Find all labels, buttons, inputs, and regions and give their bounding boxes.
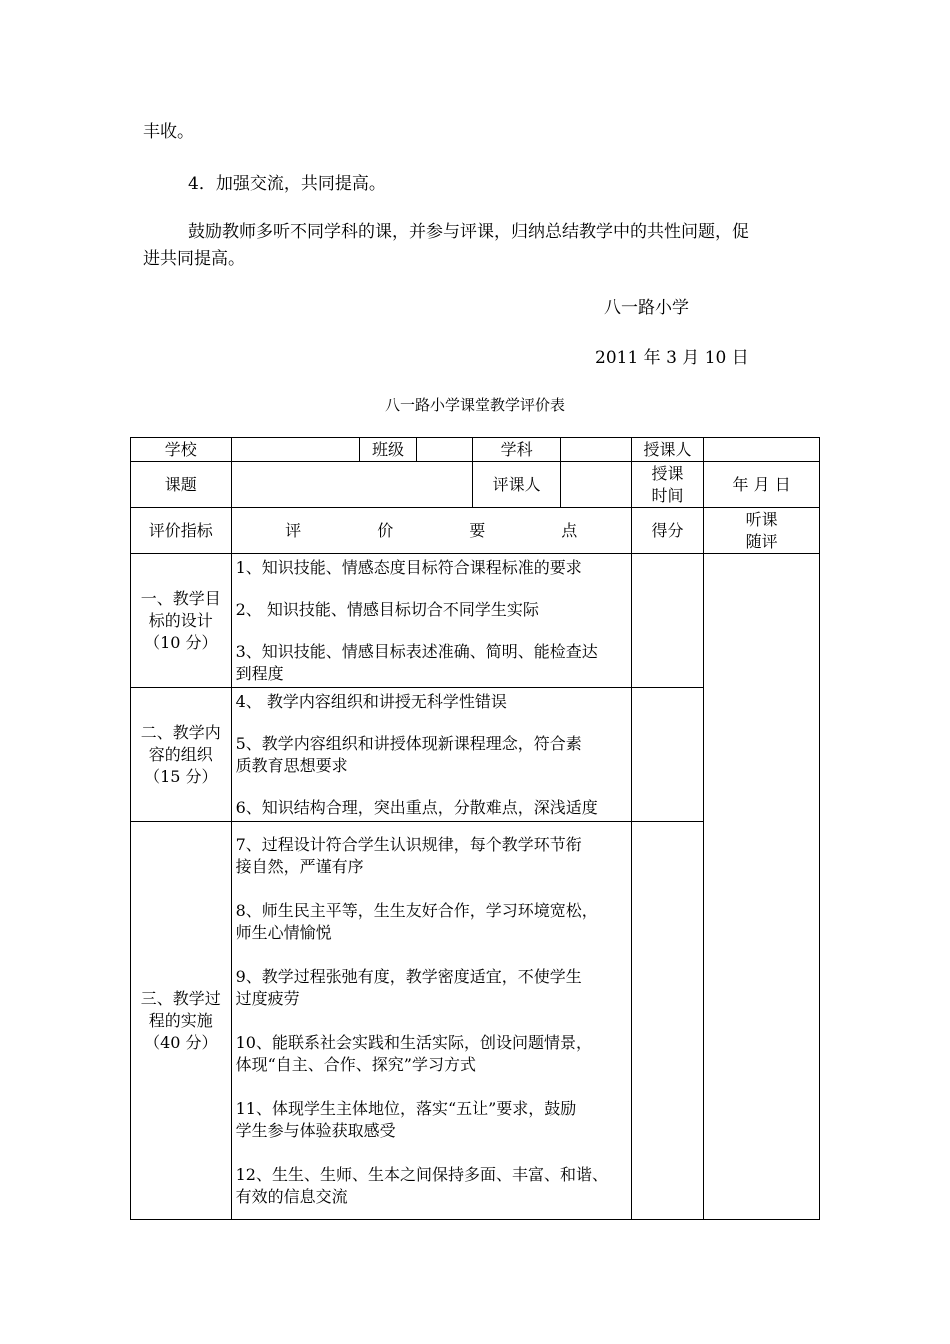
notes-cell xyxy=(704,554,820,1220)
points-header-char: 点 xyxy=(561,520,578,540)
time-label xyxy=(631,462,703,508)
points-header xyxy=(231,508,631,554)
reviewer-value xyxy=(561,462,631,508)
section-label-line: 程的实施 xyxy=(148,1010,213,1030)
time-label-line: 时间 xyxy=(651,485,684,505)
score-cell xyxy=(631,822,703,1220)
subject-label: 学科 xyxy=(472,438,561,462)
date-placeholder: 年 月 日 xyxy=(704,462,820,508)
paragraph-line: 鼓励教师多听不同学科的课，并参与评课，归纳总结教学中的共性问题，促 xyxy=(188,222,749,242)
criteria-item-cont: 师生心情愉悦 xyxy=(235,922,332,942)
section-label xyxy=(131,822,232,1220)
criteria-item-cont: 到程度 xyxy=(235,663,284,683)
date: 2011 年 3 月 10 日 xyxy=(595,348,749,368)
table-row xyxy=(131,554,820,688)
school-value xyxy=(231,438,360,462)
school-label: 学校 xyxy=(131,438,232,462)
notes-header xyxy=(704,508,820,554)
section-label-line: （15 分） xyxy=(144,766,218,786)
points-header-char: 价 xyxy=(377,520,394,540)
criteria-item: 9、教学过程张弛有度，教学密度适宜，不使学生 xyxy=(235,966,582,986)
table-row xyxy=(131,438,820,462)
subject-value xyxy=(561,438,631,462)
section-label-line: 三、教学过 xyxy=(140,988,221,1008)
criteria-item-cont: 有效的信息交流 xyxy=(235,1186,348,1206)
teacher-value xyxy=(704,438,820,462)
section-points xyxy=(231,688,631,822)
table-row xyxy=(131,508,820,554)
criteria-item: 2、 知识技能、情感目标切合不同学生实际 xyxy=(235,599,539,619)
criteria-item: 3、知识技能、情感目标表述准确、简明、能检查达 xyxy=(235,641,598,661)
topic-label: 课题 xyxy=(131,462,232,508)
score-cell xyxy=(631,688,703,822)
criteria-item-cont: 过度疲劳 xyxy=(235,988,300,1008)
evaluation-table xyxy=(130,437,820,1220)
criteria-item: 6、知识结构合理，突出重点，分散难点，深浅适度 xyxy=(235,797,598,817)
criteria-item-cont: 学生参与体验获取感受 xyxy=(235,1120,396,1140)
time-label-line: 授课 xyxy=(651,463,684,483)
score-header: 得分 xyxy=(631,508,703,554)
section-points xyxy=(231,554,631,688)
section-label-line: 容的组织 xyxy=(148,744,213,764)
class-label: 班级 xyxy=(360,438,416,462)
notes-header-line: 随评 xyxy=(745,531,778,551)
table-title: 八一路小学课堂教学评价表 xyxy=(384,396,565,414)
criteria-item: 5、教学内容组织和讲授体现新课程理念，符合素 xyxy=(235,733,582,753)
section-label-line: 二、教学内 xyxy=(140,722,221,742)
paragraph-ending: 丰收。 xyxy=(143,122,194,142)
criteria-item: 7、过程设计符合学生认识规律，每个教学环节衔 xyxy=(235,834,582,854)
topic-value xyxy=(231,462,472,508)
section-label-line: 一、教学目 xyxy=(140,588,221,608)
section-label-line: 标的设计 xyxy=(148,610,213,630)
section-heading: 4．加强交流，共同提高。 xyxy=(188,174,386,194)
section-label xyxy=(131,688,232,822)
points-header-char: 要 xyxy=(469,520,486,540)
criteria-item: 4、 教学内容组织和讲授无科学性错误 xyxy=(235,691,507,711)
criteria-item: 12、生生、生师、生本之间保持多面、丰富、和谐、 xyxy=(235,1164,608,1184)
notes-header-line: 听课 xyxy=(745,509,778,529)
paragraph-line: 进共同提高。 xyxy=(143,249,245,269)
reviewer-label: 评课人 xyxy=(472,462,561,508)
criteria-item-cont: 质教育思想要求 xyxy=(235,755,348,775)
criteria-item-cont: 接自然，严谨有序 xyxy=(235,856,364,876)
teacher-label: 授课人 xyxy=(631,438,703,462)
criteria-item: 1、知识技能、情感态度目标符合课程标准的要求 xyxy=(235,557,582,577)
section-points xyxy=(231,822,631,1220)
points-header-char: 评 xyxy=(285,520,302,540)
criteria-item: 10、能联系社会实践和生活实际，创设问题情景， xyxy=(235,1032,592,1052)
score-cell xyxy=(631,554,703,688)
section-label xyxy=(131,554,232,688)
criteria-item-cont: 体现“自主、合作、探究”学习方式 xyxy=(235,1054,476,1074)
signature: 八一路小学 xyxy=(604,298,689,318)
criteria-item: 11、体现学生主体地位，落实“五让”要求，鼓励 xyxy=(235,1098,577,1118)
criteria-item: 8、师生民主平等，生生友好合作，学习环境宽松， xyxy=(235,900,598,920)
class-value xyxy=(416,438,472,462)
section-label-line: （10 分） xyxy=(144,632,218,652)
indicator-header: 评价指标 xyxy=(131,508,232,554)
section-label-line: （40 分） xyxy=(144,1032,218,1052)
table-row xyxy=(131,462,820,508)
